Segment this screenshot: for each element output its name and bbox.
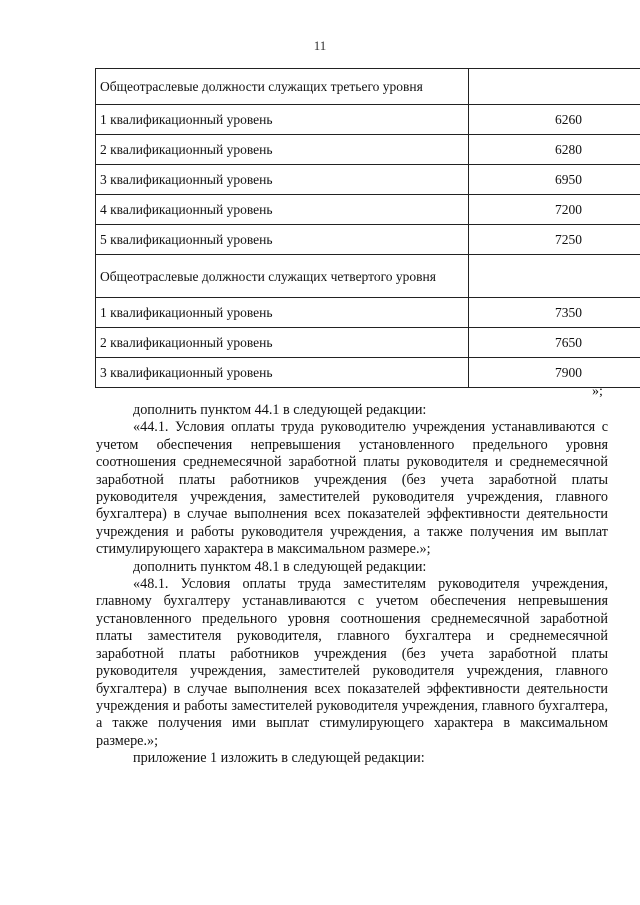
amendment-intro-44-1: дополнить пунктом 44.1 в следующей редакции:	[133, 402, 427, 418]
table-row	[96, 328, 640, 358]
value-cell: 7900	[469, 358, 640, 388]
table-row	[96, 105, 640, 135]
group-header-cell: Общеотраслевые должности служащих третьего уровня	[96, 69, 469, 105]
value-cell	[469, 69, 640, 105]
table-row	[96, 358, 640, 388]
table-row	[96, 135, 640, 165]
level-name-cell: 1 квалификационный уровень	[96, 298, 469, 328]
value-cell: 7650	[469, 328, 640, 358]
value-cell: 6950	[469, 165, 640, 195]
amendment-intro-48-1: дополнить пунктом 48.1 в следующей редакции:	[133, 558, 427, 575]
table-row	[96, 69, 640, 105]
appendix-intro: приложение 1 изложить в следующей редакции:	[133, 750, 425, 767]
level-name-cell: 3 квалификационный уровень	[96, 165, 469, 195]
group-header-cell: Общеотраслевые должности служащих четвертого уровня	[96, 255, 469, 298]
closing-quote-mark: »;	[592, 384, 603, 399]
amendment-text	[96, 402, 608, 768]
table-row	[96, 195, 640, 225]
value-cell: 6260	[469, 105, 640, 135]
level-name-cell: 4 квалификационный уровень	[96, 195, 469, 225]
clause-48-1: «48.1. Условия оплаты труда заместителям руководителя учреждения, главному бухгалтеру устанавливаются с учетом обеспечения непревышения установленного предельного уровня соотношения среднемесячной заработной платы заместителя руководителя, главного бухгалтера и среднемесячной заработной платы работников учреждения (без учета заработной платы руководителя учреждения, заместителей руководителя учреждения, главного бухгалтера) в случае выполнения всех показателей эффективности деятельности учреждения и работы заместителей руководителя учреждения, главного бухгалтера, а также получения ими выплат стимулирующего характера в максимальном размере.»;	[96, 576, 608, 749]
table-row	[96, 225, 640, 255]
value-cell: 7250	[469, 225, 640, 255]
value-cell: 7200	[469, 195, 640, 225]
level-name-cell: 2 квалификационный уровень	[96, 328, 469, 358]
level-name-cell: 3 квалификационный уровень	[96, 358, 469, 388]
salary-table	[95, 68, 640, 388]
page-number: 11	[313, 38, 327, 53]
level-name-cell: 5 квалификационный уровень	[96, 225, 469, 255]
value-cell: 7350	[469, 298, 640, 328]
table-row	[96, 298, 640, 328]
table-row	[96, 165, 640, 195]
clause-44-1: «44.1. Условия оплаты труда руководителю учреждения устанавливаются с учетом обеспечения непревышения установленного предельного уровня соотношения среднемесячной заработной платы руководителя и среднемесячной заработной платы работников учреждения (без учета заработной платы руководителя учреждения, заместителей руководителя учреждения, главного бухгалтера) в случае выполнения всех показателей эффективности деятельности учреждения и работы руководителя учреждения, а также получения им выплат стимулирующего характера в максимальном размере.»;	[96, 419, 608, 558]
level-name-cell: 2 квалификационный уровень	[96, 135, 469, 165]
level-name-cell: 1 квалификационный уровень	[96, 105, 469, 135]
table-row	[96, 255, 640, 298]
value-cell	[469, 255, 640, 298]
value-cell: 6280	[469, 135, 640, 165]
